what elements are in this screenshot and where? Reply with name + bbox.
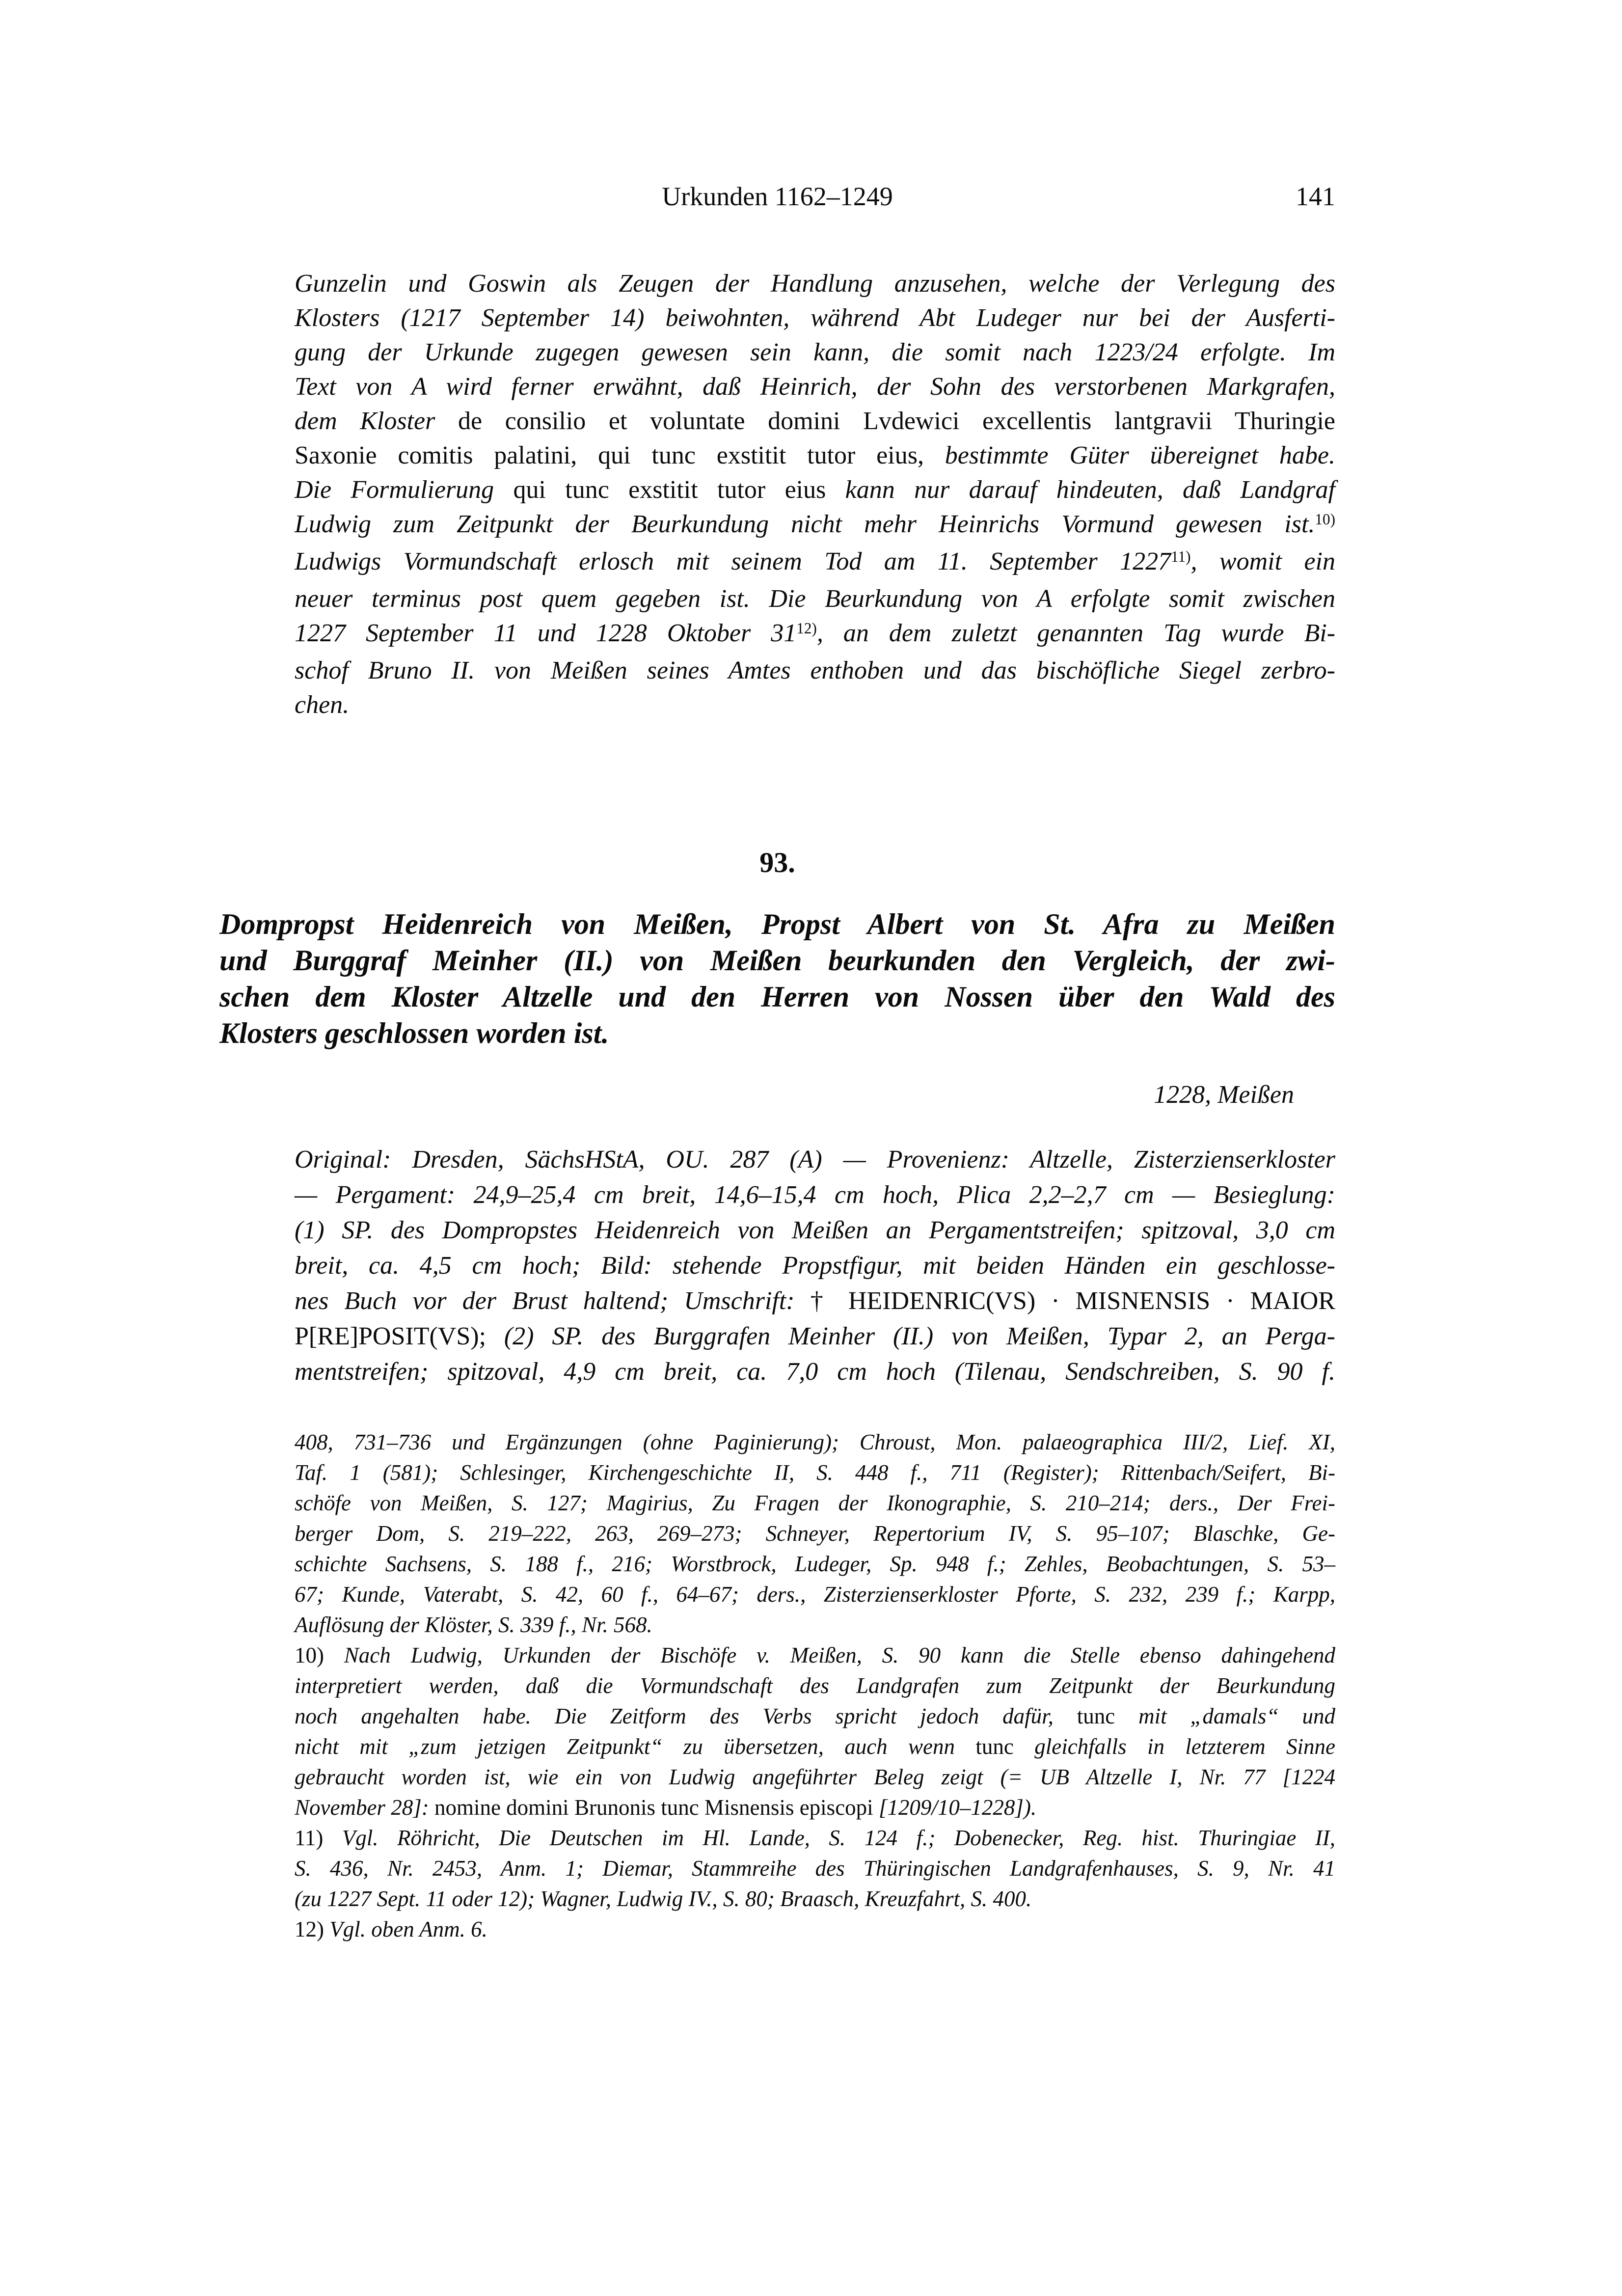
text-line — [295, 688, 1335, 722]
text-segment: (2) SP. des Burggrafen Meinher (II.) von Meißen, Typar 2, an Perga- — [504, 1322, 1335, 1350]
text-segment: Klosters (1217 September 14) beiwohnten, während Abt Ludeger nur bei der Ausferti- — [295, 304, 1335, 332]
text-line — [295, 370, 1335, 404]
text-line — [295, 404, 1335, 438]
text-line — [295, 1213, 1335, 1248]
text-line — [295, 438, 1335, 473]
text-segment: mit „damals“ und — [1138, 1704, 1335, 1728]
footnote-continuation — [295, 1427, 1335, 1640]
text-line — [295, 1823, 1335, 1853]
commentary-paragraph-entry-92 — [295, 267, 1335, 722]
text-segment: kann nur darauf hindeuten, daß Landgraf — [845, 476, 1335, 504]
text-line — [295, 1792, 1335, 1823]
text-segment: Die Formulierung — [295, 476, 514, 504]
text-segment: , an dem zuletzt genannten Tag wurde Bi- — [816, 619, 1336, 647]
text-segment: qui tunc exstitit tutor eius — [513, 476, 845, 504]
text-segment: interpretiert werden, daß die Vormundschaft des Landgrafen zum Zeitpunkt der Beurkundung — [295, 1673, 1335, 1698]
text-segment: 1227 September 11 und 1228 Oktober 31 — [295, 619, 797, 647]
text-segment: Ludwig zum Zeitpunkt der Beurkundung nicht mehr Heinrichs Vormund gewesen ist. — [295, 510, 1315, 538]
text-segment: gleichfalls in letzterem Sinne — [1034, 1734, 1336, 1759]
text-line — [295, 1670, 1335, 1701]
text-line — [295, 1354, 1335, 1390]
text-line — [295, 1640, 1335, 1670]
footnote-11 — [295, 1823, 1335, 1914]
text-segment: de consilio et voluntate domini Lvdewici excellentis lantgravii Thuringie — [458, 407, 1335, 435]
text-line — [295, 1142, 1335, 1177]
text-line — [295, 1427, 1335, 1457]
text-segment: [1209/10–1228]). — [878, 1795, 1037, 1820]
running-head-title: Urkunden 1162–1249 — [662, 182, 893, 211]
footnote-10 — [295, 1640, 1335, 1823]
text-segment: gebraucht worden ist, wie ein von Ludwig angeführter Beleg zeigt (= UB Altzelle I, Nr. 77 [1224 — [295, 1765, 1335, 1789]
text-segment: Text von A wird ferner erwähnt, daß Heinrich, der Sohn des verstorbenen Markgrafen, — [295, 373, 1335, 401]
text-line — [295, 473, 1335, 507]
text-line — [295, 1319, 1335, 1354]
text-segment: Klosters geschlossen worden ist. — [219, 1017, 609, 1049]
text-segment: 67; Kunde, Vaterabt, S. 42, 60 f., 64–67; ders., Zisterzienserkloster Pforte, S. 232, 239 f.; Karpp, — [295, 1582, 1335, 1607]
text-segment: dem Kloster — [295, 407, 458, 435]
text-segment: † HEIDENRIC(VS) · MISNENSIS · MAIOR — [810, 1287, 1335, 1315]
regest-summary-paragraph — [219, 906, 1335, 1051]
text-segment: Vgl. Röhricht, Die Deutschen im Hl. Lande, S. 124 f.; Dobenecker, Reg. hist. Thuringiae II, — [342, 1826, 1335, 1850]
text-segment: (1) SP. des Dompropstes Heidenreich von Meißen an Pergamentstreifen; spitzoval, 3,0 cm — [295, 1216, 1335, 1244]
page-number: 141 — [1296, 182, 1335, 211]
text-segment: nomine domini Brunonis tunc Misnensis episcopi — [434, 1795, 879, 1820]
text-line — [219, 1015, 1335, 1051]
text-segment: berger Dom, S. 219–222, 263, 269–273; Schneyer, Repertorium IV, S. 95–107; Blaschke, Ge- — [295, 1521, 1335, 1546]
text-line — [295, 1853, 1335, 1884]
text-line — [295, 582, 1335, 616]
text-segment: Ludwigs Vormundschaft erlosch mit seinem Tod am 11. September 1227 — [295, 547, 1171, 575]
text-segment: — Pergament: 24,9–25,4 cm breit, 14,6–15,4 cm hoch, Plica 2,2–2,7 cm — Besieglung: — [295, 1181, 1335, 1209]
text-segment: chen. — [295, 691, 350, 719]
text-line — [295, 267, 1335, 301]
text-line — [295, 301, 1335, 335]
text-line — [295, 1579, 1335, 1610]
text-segment: November 28]: — [295, 1795, 434, 1820]
text-line — [219, 906, 1335, 942]
text-segment: Nach Ludwig, Urkunden der Bischöfe v. Meißen, S. 90 kann die Stelle ebenso dahingehend — [344, 1643, 1335, 1667]
text-segment: mentstreifen; spitzoval, 4,9 cm breit, ca. 7,0 cm hoch (Tilenau, Sendschreiben, S. 90 f. — [295, 1358, 1335, 1386]
text-segment: 408, 731–736 und Ergänzungen (ohne Paginierung); Chroust, Mon. palaeographica III/2, Lief. XI, — [295, 1430, 1335, 1454]
text-line — [219, 942, 1335, 979]
text-segment: noch angehalten habe. Die Zeitform des Verbs spricht jedoch dafür, — [295, 1704, 1077, 1728]
text-segment: schöfe von Meißen, S. 127; Magirius, Zu Fragen der Ikonographie, S. 210–214; ders., Der Frei- — [295, 1491, 1335, 1515]
text-segment: 10) — [295, 1643, 344, 1667]
text-line — [295, 654, 1335, 688]
original-description-paragraph — [295, 1142, 1335, 1390]
text-segment: 12) — [295, 1917, 330, 1941]
text-segment: schof Bruno II. von Meißen seines Amtes enthoben und das bischöfliche Siegel zerbro- — [295, 656, 1335, 684]
text-segment: schen dem Kloster Altzelle und den Herren von Nossen über den Wald des — [219, 981, 1335, 1013]
text-segment: bestimmte Güter übereignet habe. — [945, 441, 1335, 469]
text-segment: Auflösung der Klöster, S. 339 f., Nr. 568. — [295, 1613, 652, 1637]
text-segment: S. 436, Nr. 2453, Anm. 1; Diemar, Stammreihe des Thüringischen Landgrafenhauses, S. 9, Nr. 41 — [295, 1856, 1335, 1881]
text-line — [295, 1177, 1335, 1213]
text-segment: nes Buch vor der Brust haltend; Umschrift: — [295, 1287, 811, 1315]
text-line — [295, 1549, 1335, 1579]
text-segment: neuer terminus post quem gegeben ist. Die Beurkundung von A erfolgte somit zwischen — [295, 585, 1335, 613]
text-segment: Taf. 1 (581); Schlesinger, Kirchengeschichte II, S. 448 f., 711 (Register); Rittenbach/Seifert, Bi- — [295, 1460, 1335, 1485]
text-line — [295, 507, 1335, 545]
text-segment: Dompropst Heidenreich von Meißen, Propst Albert von St. Afra zu Meißen — [219, 908, 1335, 940]
text-segment: schichte Sachsens, S. 188 f., 216; Worstbrock, Ludeger, Sp. 948 f.; Zehles, Beobachtungen, S. 53– — [295, 1552, 1335, 1576]
text-line — [295, 1914, 1335, 1944]
footnote-block — [295, 1427, 1335, 1944]
text-segment: Saxonie comitis palatini, qui tunc exstitit tutor eius, — [295, 441, 945, 469]
text-segment: (zu 1227 Sept. 11 oder 12); Wagner, Ludwig IV., S. 80; Braasch, Kreuzfahrt, S. 400. — [295, 1886, 1032, 1911]
dateline: 1228, Meißen — [1154, 1081, 1294, 1109]
text-line — [295, 335, 1335, 370]
text-line — [295, 1884, 1335, 1914]
text-line — [295, 1762, 1335, 1792]
text-line — [295, 1284, 1335, 1319]
text-segment: Original: Dresden, SächsHStA, OU. 287 (A) — Provenienz: Altzelle, Zisterzienserkloster — [295, 1146, 1335, 1174]
footnote-12 — [295, 1914, 1335, 1944]
text-line — [295, 1731, 1335, 1762]
text-segment: breit, ca. 4,5 cm hoch; Bild: stehende Propstfigur, mit beiden Händen ein geschlosse- — [295, 1252, 1335, 1280]
text-segment: und Burggraf Meinher (II.) von Meißen beurkunden den Vergleich, der zwi- — [219, 944, 1335, 977]
text-segment: tunc — [975, 1734, 1035, 1759]
text-line — [295, 1518, 1335, 1549]
entry-number-heading: 93. — [759, 847, 795, 878]
text-segment: , womit ein — [1190, 547, 1335, 575]
text-segment: 10) — [1315, 510, 1335, 528]
text-segment: 12) — [796, 619, 817, 637]
text-segment: Gunzelin und Goswin als Zeugen der Handlung anzusehen, welche der Verlegung des — [295, 270, 1335, 298]
text-line — [295, 1488, 1335, 1518]
text-segment: nicht mit „zum jetzigen Zeitpunkt“ zu übersetzen, auch wenn — [295, 1734, 976, 1759]
text-segment: 11) — [1171, 547, 1191, 565]
text-line — [295, 616, 1335, 654]
text-segment: gung der Urkunde zugegen gewesen sein kann, die somit nach 1223/24 erfolgte. Im — [295, 338, 1335, 366]
running-head — [219, 182, 1335, 221]
text-line — [219, 979, 1335, 1015]
text-segment: Vgl. oben Anm. 6. — [329, 1917, 487, 1941]
text-line — [295, 1248, 1335, 1284]
text-line — [295, 1610, 1335, 1640]
text-line — [295, 1701, 1335, 1731]
text-line — [295, 1457, 1335, 1488]
text-segment: 11) — [295, 1826, 342, 1850]
text-segment: P[RE]POSIT(VS); — [295, 1322, 504, 1350]
text-segment: tunc — [1077, 1704, 1139, 1728]
text-line — [295, 545, 1335, 582]
